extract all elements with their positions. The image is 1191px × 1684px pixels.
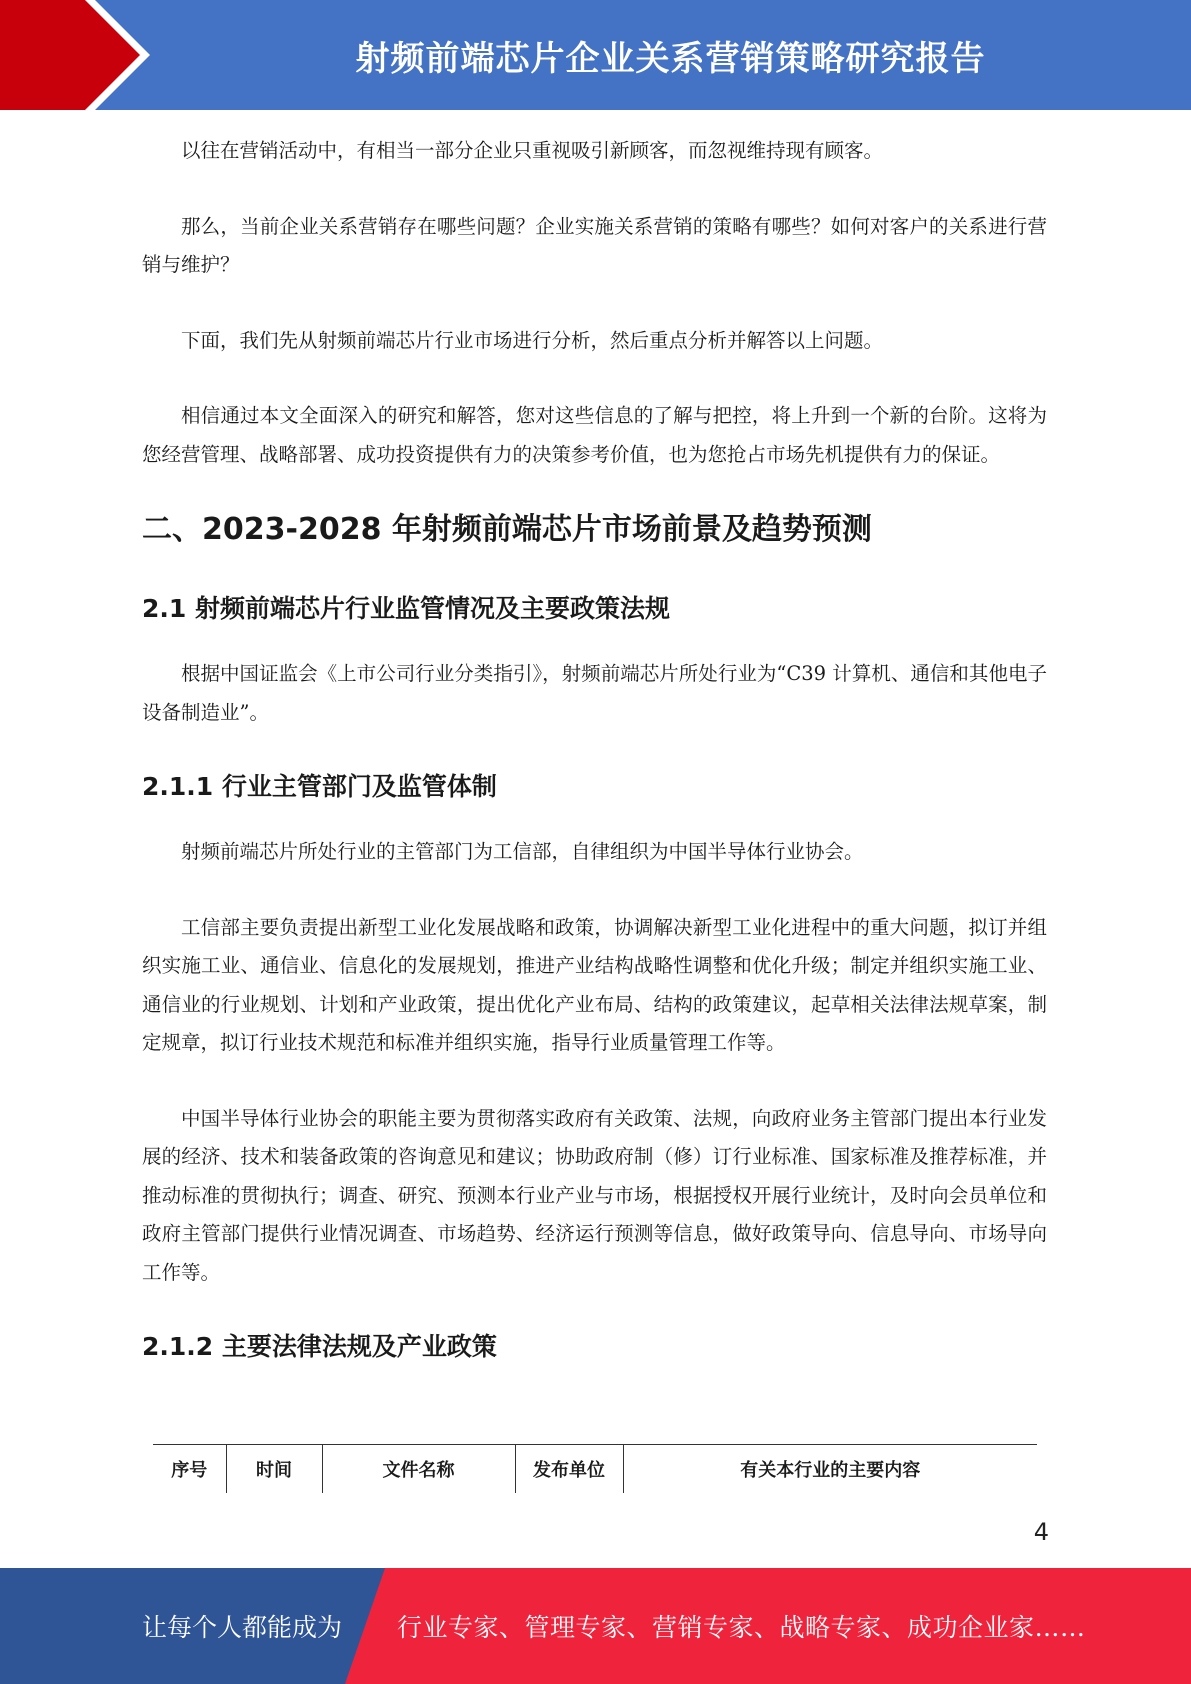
section-2-heading: 二、2023-2028 年射频前端芯片市场前景及趋势预测 [142,512,872,547]
column-header-issuer: 发布单位 [515,1445,623,1494]
intro-paragraph-4: 相信通过本文全面深入的研究和解答，您对这些信息的了解与把控，将上升到一个新的台阶。这将为您经营管理、战略部署、成功投资提供有力的决策参考价值，也为您抢占市场先机提供有力的保证。 [142,404,1047,466]
report-title: 射频前端芯片企业关系营销策略研究报告 [355,38,986,79]
column-header-time: 时间 [226,1445,322,1494]
column-header-index: 序号 [171,1460,208,1481]
section-2-1-heading: 2.1 射频前端芯片行业监管情况及主要政策法规 [142,594,670,623]
document-body [142,132,1047,1393]
column-header-main-content: 有关本行业的主要内容 [623,1445,1037,1494]
section-2-1-2-heading: 2.1.2 主要法律法规及产业政策 [142,1332,497,1361]
page-number: 4 [1033,1518,1049,1546]
footer-slogan-left: 让每个人都能成为 [142,1613,343,1642]
section-2-1-paragraph: 根据中国证监会《上市公司行业分类指引》，射频前端芯片所处行业为“C39 计算机、通信和其他电子设备制造业”。 [142,662,1047,724]
column-header-document-name: 文件名称 [322,1445,515,1494]
intro-paragraph-3: 下面，我们先从射频前端芯片行业市场进行分析，然后重点分析并解答以上问题。 [181,328,884,352]
footer-slogan-right: 行业专家、管理专家、营销专家、战略专家、成功企业家…… [397,1613,1086,1642]
section-2-1-1-paragraph-2: 工信部主要负责提出新型工业化发展战略和政策，协调解决新型工业化进程中的重大问题，拟订并组织实施工业、通信业、信息化的发展规划，推进产业结构战略性调整和优化升级；制定并组织实施工业、通信业的行业规划、计划和产业政策，提出优化产业布局、结构的政策建议，起草相关法律法规草案，制定规章，拟订行业技术规范和标准并组织实施，指导行业质量管理工作等。 [142,915,1047,1054]
red-chevron-decoration [0,0,160,110]
section-2-1-1-paragraph-3: 中国半导体行业协会的职能主要为贯彻落实政府有关政策、法规，向政府业务主管部门提出本行业发展的经济、技术和装备政策的咨询意见和建议；协助政府制（修）订行业标准、国家标准及推荐标准，并推动标准的贯彻执行；调查、研究、预测本行业产业与市场，根据授权开展行业统计，及时向会员单位和政府主管部门提供行业情况调查、市场趋势、经济运行预测等信息，做好政策导向、信息导向、市场导向工作等。 [142,1106,1047,1284]
table-header-row [153,1445,1037,1494]
policy-table [153,1444,1037,1493]
page-header [0,0,1191,110]
page-footer [0,1568,1191,1684]
intro-paragraph-1: 以往在营销活动中，有相当一部分企业只重视吸引新顾客，而忽视维持现有顾客。 [181,139,884,162]
intro-paragraph-2: 那么，当前企业关系营销存在哪些问题？企业实施关系营销的策略有哪些？如何对客户的关系进行营销与维护？ [142,214,1047,276]
section-2-1-1-heading: 2.1.1 行业主管部门及监管体制 [142,772,497,801]
section-2-1-1-paragraph-1: 射频前端芯片所处行业的主管部门为工信部，自律组织为中国半导体行业协会。 [181,840,864,863]
